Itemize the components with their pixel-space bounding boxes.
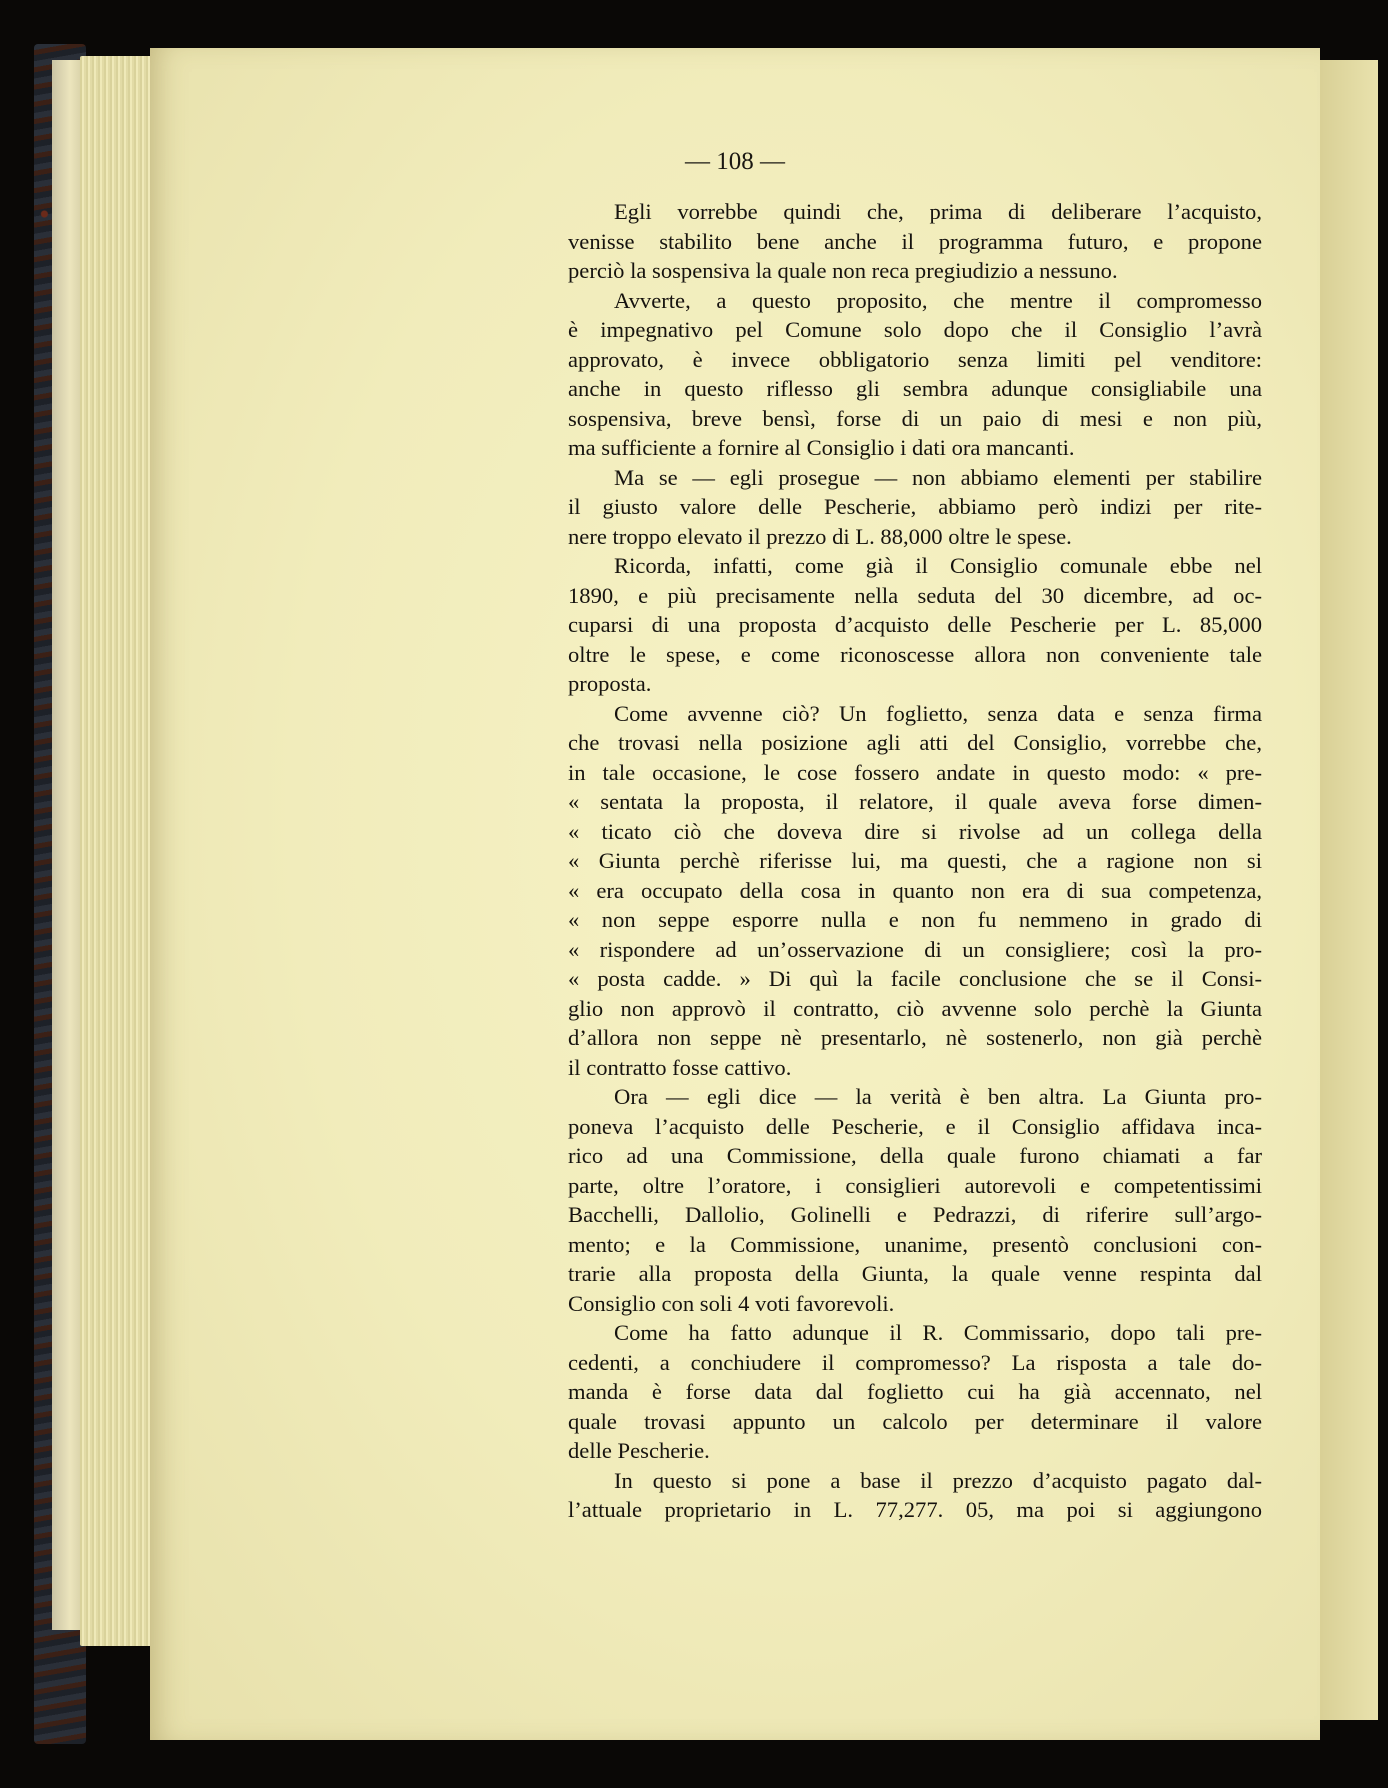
paragraph — [568, 286, 1262, 463]
paragraph — [568, 551, 1262, 699]
text-line: perciò la sospensiva la quale non reca pregiudizio a nessuno. — [568, 258, 1118, 283]
text-line: è impegnativo pel Comune solo dopo che il Consiglio l’avrà — [568, 317, 1262, 342]
text-line: approvato, è invece obbligatorio senza limiti pel venditore: — [568, 346, 1262, 372]
paragraph — [568, 197, 1262, 286]
text-line: delle Pescherie. — [568, 1438, 710, 1463]
paragraph — [568, 1082, 1262, 1318]
text-line: venisse stabilito bene anche il programma futuro, e propone — [568, 228, 1262, 254]
text-line: proposta. — [568, 671, 652, 696]
text-line: sospensiva, breve bensì, forse di un paio di mesi e non più, — [568, 405, 1262, 431]
text-line: Bacchelli, Dallolio, Golinelli e Pedrazzi, di riferire sull’argo- — [568, 1202, 1262, 1227]
page-number: — 108 — — [685, 148, 785, 175]
text-line: 1890, e più precisamente nella seduta del 30 dicembre, ad oc- — [568, 582, 1262, 608]
text-line: « posta cadde. » Di quì la facile conclusione che se il Consi- — [568, 966, 1262, 991]
text-line: « sentata la proposta, il relatore, il quale aveva forse dimen- — [568, 789, 1262, 814]
text-line: parte, oltre l’oratore, i consiglieri autorevoli e competentissimi — [568, 1172, 1262, 1198]
paragraph — [568, 1466, 1262, 1525]
text-line: cuparsi di una proposta d’acquisto delle Pescherie per L. 85,000 — [568, 612, 1262, 637]
text-line: poneva l’acquisto delle Pescherie, e il Consiglio affidava inca- — [568, 1113, 1262, 1139]
text-line: trarie alla proposta della Giunta, la quale venne respinta dal — [568, 1261, 1262, 1286]
text-line: Ora — egli dice — la verità è ben altra. La Giunta pro- — [614, 1084, 1262, 1109]
paragraph — [568, 699, 1262, 1083]
body-text — [568, 197, 1262, 1525]
text-line: Egli vorrebbe quindi che, prima di deliberare l’acquisto, — [614, 199, 1262, 224]
facing-page-edge — [1318, 60, 1378, 1720]
text-line: « Giunta perchè riferisse lui, ma questi, che a ragione non si — [568, 848, 1262, 873]
text-line: nere troppo elevato il prezzo di L. 88,000 oltre le spese. — [568, 523, 1072, 549]
text-line: Come ha fatto adunque il R. Commissario, dopo tali pre- — [614, 1320, 1262, 1345]
text-line: anche in questo riflesso gli sembra adunque consigliabile una — [568, 376, 1262, 401]
text-line: che trovasi nella posizione agli atti del Consiglio, vorrebbe che, — [568, 730, 1262, 755]
text-line: oltre le spese, e come riconoscesse allora non conveniente tale — [568, 641, 1262, 667]
text-line: quale trovasi appunto un calcolo per determinare il valore — [568, 1408, 1262, 1434]
text-line: l’attuale proprietario in L. 77,277. 05, ma poi si aggiungono — [568, 1497, 1262, 1522]
text-line: In questo si pone a base il prezzo d’acquisto pagato dal- — [614, 1467, 1262, 1493]
text-line: il giusto valore delle Pescherie, abbiamo però indizi per rite- — [568, 494, 1262, 519]
paragraph — [568, 463, 1262, 552]
text-line: « ticato ciò che doveva dire si rivolse ad un collega della — [568, 818, 1262, 844]
text-line: cedenti, a conchiudere il compromesso? La risposta a tale do- — [568, 1349, 1262, 1375]
text-line: « rispondere ad un’osservazione di un consigliere; così la pro- — [568, 936, 1262, 962]
text-line: Ricorda, infatti, come già il Consiglio comunale ebbe nel — [614, 553, 1262, 578]
text-line: Come avvenne ciò? Un foglietto, senza data e senza firma — [614, 700, 1262, 726]
text-line: « non seppe esporre nulla e non fu nemmeno in grado di — [568, 907, 1262, 932]
text-line: in tale occasione, le cose fossero andate in questo modo: « pre- — [568, 759, 1262, 785]
text-line: il contratto fosse cattivo. — [568, 1054, 792, 1080]
text-line: mento; e la Commissione, unanime, presentò conclusioni con- — [568, 1231, 1262, 1257]
text-line: Avverte, a questo proposito, che mentre il compromesso — [614, 287, 1262, 313]
text-line: glio non approvò il contratto, ciò avvenne solo perchè la Giunta — [568, 995, 1262, 1021]
text-line: ma sufficiente a fornire al Consiglio i dati ora mancanti. — [568, 435, 1075, 460]
cover-board-edge — [52, 60, 82, 1630]
text-line: d’allora non seppe nè presentarlo, nè sostenerlo, non già perchè — [568, 1025, 1262, 1050]
text-line: Consiglio con soli 4 voti favorevoli. — [568, 1290, 895, 1316]
text-line: manda è forse data dal foglietto cui ha già accennato, nel — [568, 1379, 1262, 1404]
text-line: « era occupato della cosa in quanto non era di sua competenza, — [568, 877, 1262, 903]
paragraph — [568, 1318, 1262, 1466]
text-line: Ma se — egli prosegue — non abbiamo elementi per stabilire — [614, 464, 1262, 490]
text-line: rico ad una Commissione, della quale furono chiamati a far — [568, 1143, 1262, 1168]
